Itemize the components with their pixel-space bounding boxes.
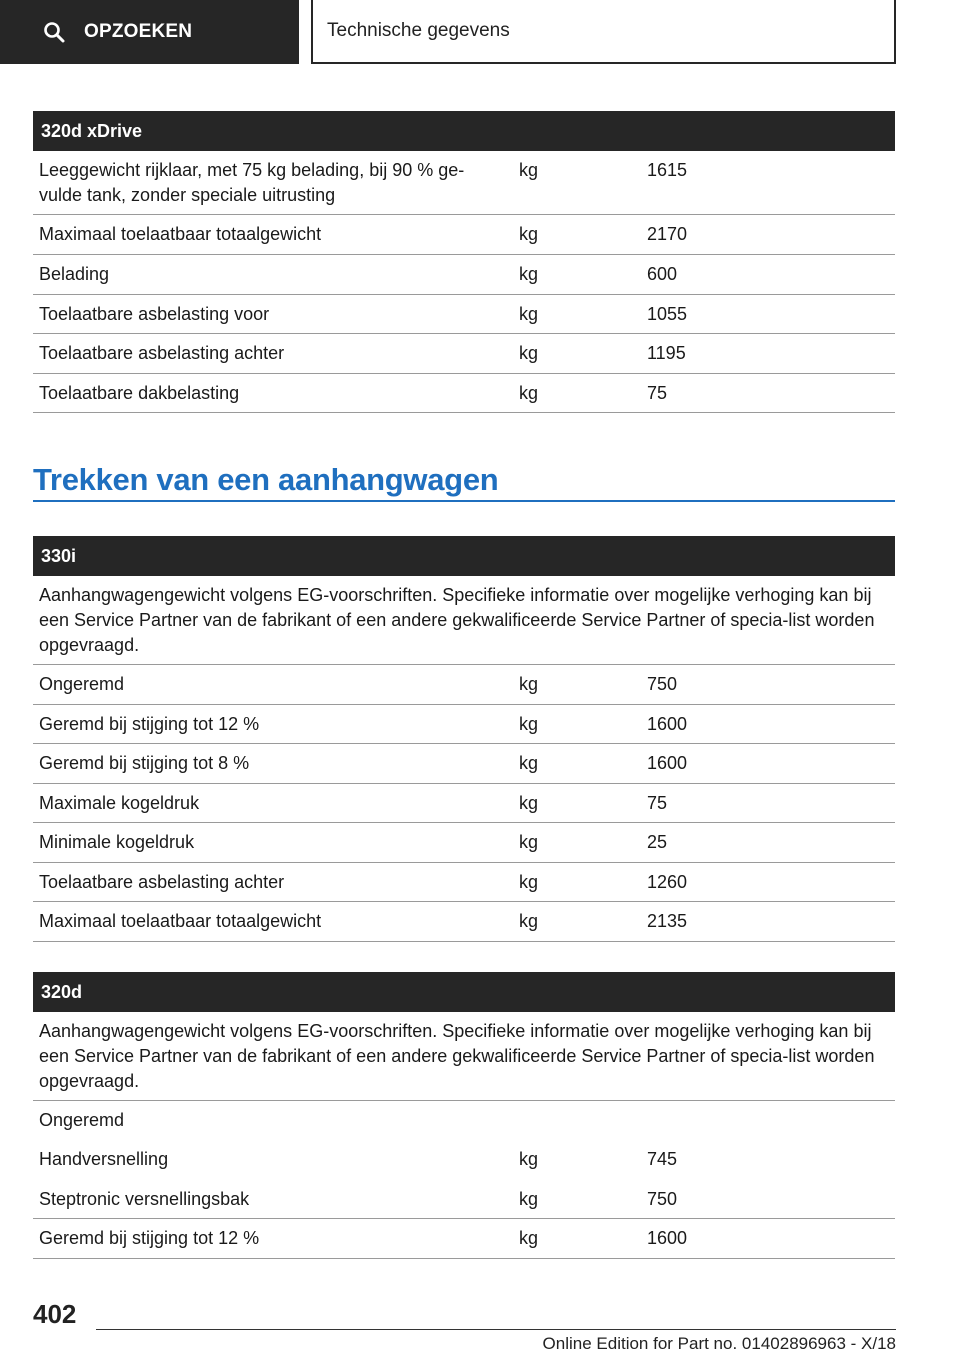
row-label: Toelaatbare asbelasting achter xyxy=(39,343,285,363)
table-row xyxy=(33,744,895,784)
row-label: Geremd bij stijging tot 12 % xyxy=(39,1228,260,1248)
top-bar xyxy=(0,0,960,66)
row-value: 750 xyxy=(647,1189,678,1209)
row-unit: kg xyxy=(519,343,539,363)
row-value: 1260 xyxy=(647,872,688,892)
row-value: 25 xyxy=(647,832,668,852)
row-value: 1600 xyxy=(647,714,688,734)
row-value: 1615 xyxy=(647,160,688,180)
row-value: 600 xyxy=(647,264,678,284)
row-unit: kg xyxy=(519,793,539,813)
row-value: 1600 xyxy=(647,1228,688,1248)
table-row xyxy=(33,1180,895,1219)
table-note: Aanhangwagengewicht volgens EG-voorschriften. Specifieke informatie over mogelijke verhoging kan bij een Service Partner van de fabrikant of een andere gekwalificeerde Service Partner of specia-list worden opgevraagd. xyxy=(39,585,875,655)
table-row xyxy=(33,215,895,255)
row-label: Minimale kogeldruk xyxy=(39,832,195,852)
table-note-row xyxy=(33,1012,895,1101)
row-unit: kg xyxy=(519,1228,539,1248)
table-row xyxy=(33,151,895,215)
page-number: 402 xyxy=(33,1299,77,1329)
table-row xyxy=(33,665,895,705)
row-label: Leeggewicht rijklaar, met 75 kg belading, bij 90 % ge- vulde tank, zonder speciale uitrusting xyxy=(39,160,465,205)
row-unit: kg xyxy=(519,1149,539,1169)
table-row xyxy=(33,705,895,744)
row-label: Handversnelling xyxy=(39,1149,169,1169)
row-unit: kg xyxy=(519,383,539,403)
table-row xyxy=(33,902,895,942)
section-title: Trekken van een aanhangwagen xyxy=(33,458,895,502)
table-row xyxy=(33,823,895,863)
row-value: 1055 xyxy=(647,304,688,324)
row-unit: kg xyxy=(519,224,539,244)
table-row xyxy=(33,295,895,334)
table-heading: 320d xDrive xyxy=(33,111,895,151)
row-label: Steptronic versnellingsbak xyxy=(39,1189,250,1209)
row-unit: kg xyxy=(519,832,539,852)
row-value: 2170 xyxy=(647,224,688,244)
row-label: Toelaatbare dakbelasting xyxy=(39,383,240,403)
table-row xyxy=(33,334,895,374)
row-label: Geremd bij stijging tot 12 % xyxy=(39,714,260,734)
row-value: 2135 xyxy=(647,911,688,931)
chapter-title: Technische gegevens xyxy=(311,0,896,64)
row-label: Toelaatbare asbelasting voor xyxy=(39,304,270,324)
footer-edition: Online Edition for Part no. 01402896963 - X/18 xyxy=(542,1334,896,1353)
row-value: 1600 xyxy=(647,753,688,773)
row-value: 1195 xyxy=(647,343,686,363)
table-row xyxy=(33,863,895,902)
row-value: 745 xyxy=(647,1149,678,1169)
spec-table-320d-xdrive xyxy=(33,111,895,413)
row-unit: kg xyxy=(519,872,539,892)
search-button-label: OPZOEKEN xyxy=(84,21,193,42)
row-label: Toelaatbare asbelasting achter xyxy=(39,872,285,892)
row-unit: kg xyxy=(519,160,539,180)
row-value: 75 xyxy=(647,383,668,403)
row-unit: kg xyxy=(519,714,539,734)
row-label: Maximaal toelaatbaar totaalgewicht xyxy=(39,224,322,244)
row-label: Maximale kogeldruk xyxy=(39,793,200,813)
table-row xyxy=(33,374,895,413)
row-unit: kg xyxy=(519,674,539,694)
row-unit: kg xyxy=(519,304,539,324)
search-icon xyxy=(42,20,66,44)
table-subheading-row xyxy=(33,1101,895,1140)
row-unit: kg xyxy=(519,753,539,773)
table-row xyxy=(33,784,895,823)
table-heading: 330i xyxy=(33,536,895,576)
table-row xyxy=(33,1219,895,1259)
spec-table-330i xyxy=(33,536,895,942)
search-button[interactable] xyxy=(0,0,299,64)
table-note-row xyxy=(33,576,895,665)
row-label: Maximaal toelaatbaar totaalgewicht xyxy=(39,911,322,931)
row-label: Belading xyxy=(39,264,110,284)
row-unit: kg xyxy=(519,911,539,931)
row-label: Geremd bij stijging tot 8 % xyxy=(39,753,250,773)
table-note: Aanhangwagengewicht volgens EG-voorschriften. Specifieke informatie over mogelijke verhoging kan bij een Service Partner van de fabrikant of een andere gekwalificeerde Service Partner of specia-list worden opgevraagd. xyxy=(39,1021,875,1091)
row-label: Ongeremd xyxy=(39,674,125,694)
row-unit: kg xyxy=(519,264,539,284)
table-heading: 320d xyxy=(33,972,895,1012)
row-unit: kg xyxy=(519,1189,539,1209)
row-value: 75 xyxy=(647,793,668,813)
spec-table-320d xyxy=(33,972,895,1259)
table-subheading: Ongeremd xyxy=(39,1110,125,1130)
footer-divider xyxy=(96,1329,896,1330)
table-row xyxy=(33,255,895,295)
row-value: 750 xyxy=(647,674,678,694)
table-row xyxy=(33,1140,895,1180)
